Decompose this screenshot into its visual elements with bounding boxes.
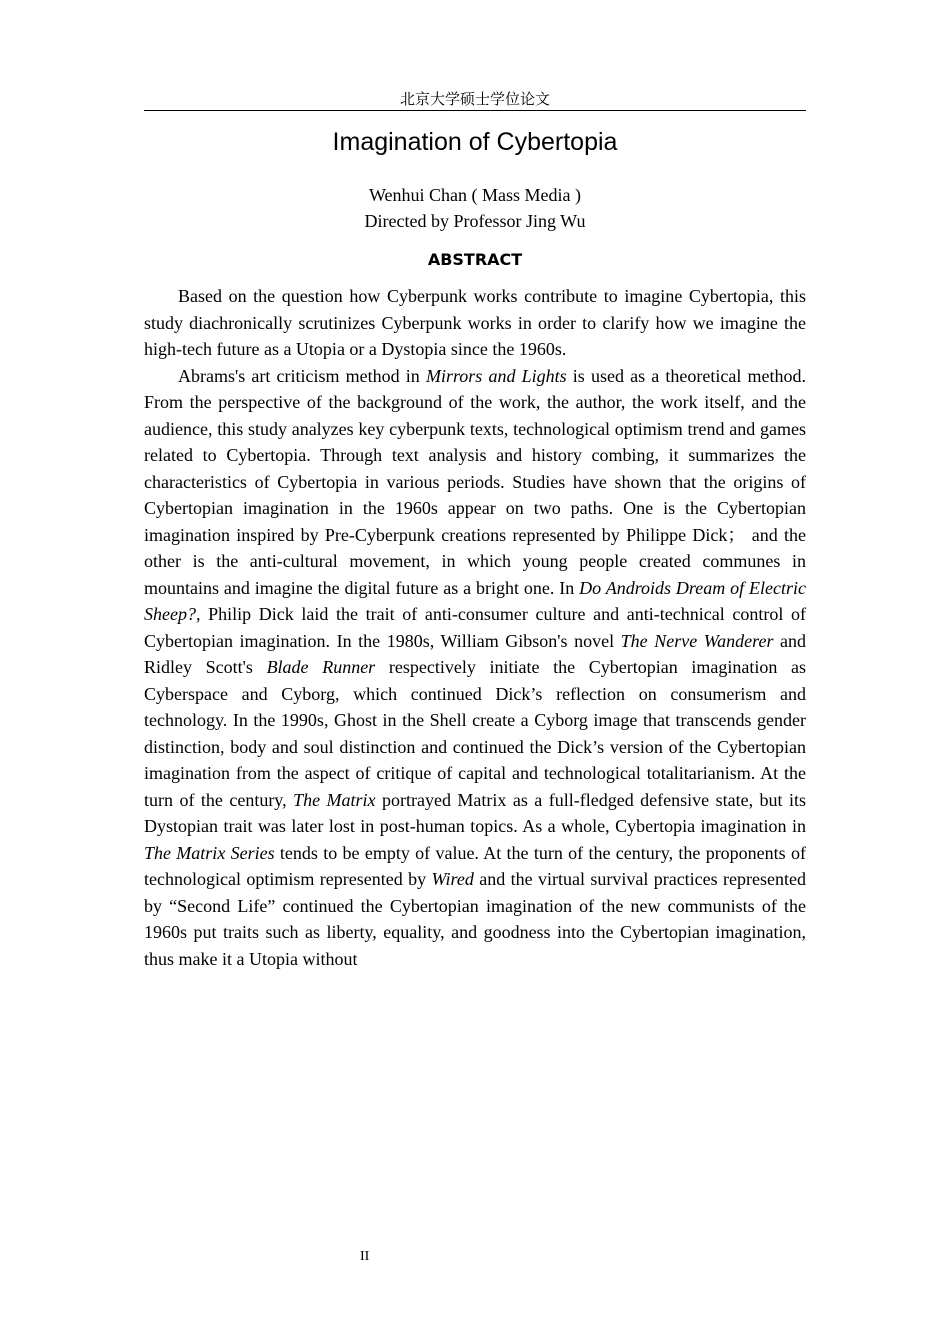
abstract-body [144,283,806,972]
italic-title: The Matrix [293,789,376,810]
text-run: tends to be empty of value. At the turn of the century, the proponents of technological optimism represented by [144,842,806,889]
running-header [144,89,806,111]
thesis-title: Imagination of Cybertopia [332,128,618,156]
author-block [144,182,806,234]
author-name: Wenhui Chan ( Mass Media ) [368,185,581,205]
italic-title: The Nerve Wanderer [620,630,774,651]
text-run: respectively initiate the Cybertopian imagination as Cyberspace and Cyborg, which continued Dick’s reflection on consumerism and technology. In the 1990s, Ghost in the Shell create a Cyborg image that transcends gender distinction, body and soul distinction and continued the Dick’s version of the Cybertopian imagination from the aspect of critique of capital and technological totalitarianism. At the turn of the century, [144,657,807,810]
italic-title: Wired [431,869,474,889]
italic-title: Do Androids Dream of Electric Sheep?, [144,577,806,624]
text-run: Philip Dick laid the trait of anti-consumer culture and anti-technical control of Cybertopian imagination. In the 1980s, William Gibson's novel [144,604,806,651]
italic-title: The Matrix Series [144,842,275,863]
running-title: 北京大学硕士学位论文 [399,90,550,108]
text-run: Abrams's art criticism method in [178,365,426,386]
abstract-heading: ABSTRACT [427,250,523,269]
italic-title: Mirrors and Lights [425,365,567,386]
text-run: and Ridley Scott's [144,630,807,677]
text-run: portrayed Matrix as a full-fledged defensive state, but its Dystopian trait was later lost in post-human topics. As a whole, Cybertopia imagination in [144,789,806,836]
italic-title: Blade Runner [266,657,376,677]
abstract-paragraph-1: Based on the question how Cyberpunk works contribute to imagine Cybertopia, this study diachronically scrutinizes Cyberpunk works in order to clarify how we imagine the high-tech future as a Utopia or a Dystopia since the 1960s. [144,286,806,359]
page-number: II [360,1249,370,1264]
abstract-paragraph-2 [144,363,806,973]
director-line: Directed by Professor Jing Wu [364,211,586,231]
text-run: and the virtual survival practices represented by “Second Life” continued the Cybertopian imagination of the new communists of the 1960s put traits such as liberty, equality, and goodness into the Cybertopian imagination, thus make it a Utopia without [144,869,807,969]
text-run: is used as a theoretical method. From the perspective of the background of the work, the author, the work itself, and the audience, this study analyzes key cyberpunk texts, technological optimism trend and games related to Cybertopia. Through text analysis and history combing, it summarizes the characteristics of Cybertopia in various periods. Studies have shown that the origins of Cybertopian imagination in the 1960s appear on two paths. One is the Cybertopian imagination inspired by Pre-Cyberpunk creations represented by Philippe Dick； and the other is the anti-cultural movement, in which young people created communes in mountains and imagine the digital future as a bright one. In [144,365,806,598]
